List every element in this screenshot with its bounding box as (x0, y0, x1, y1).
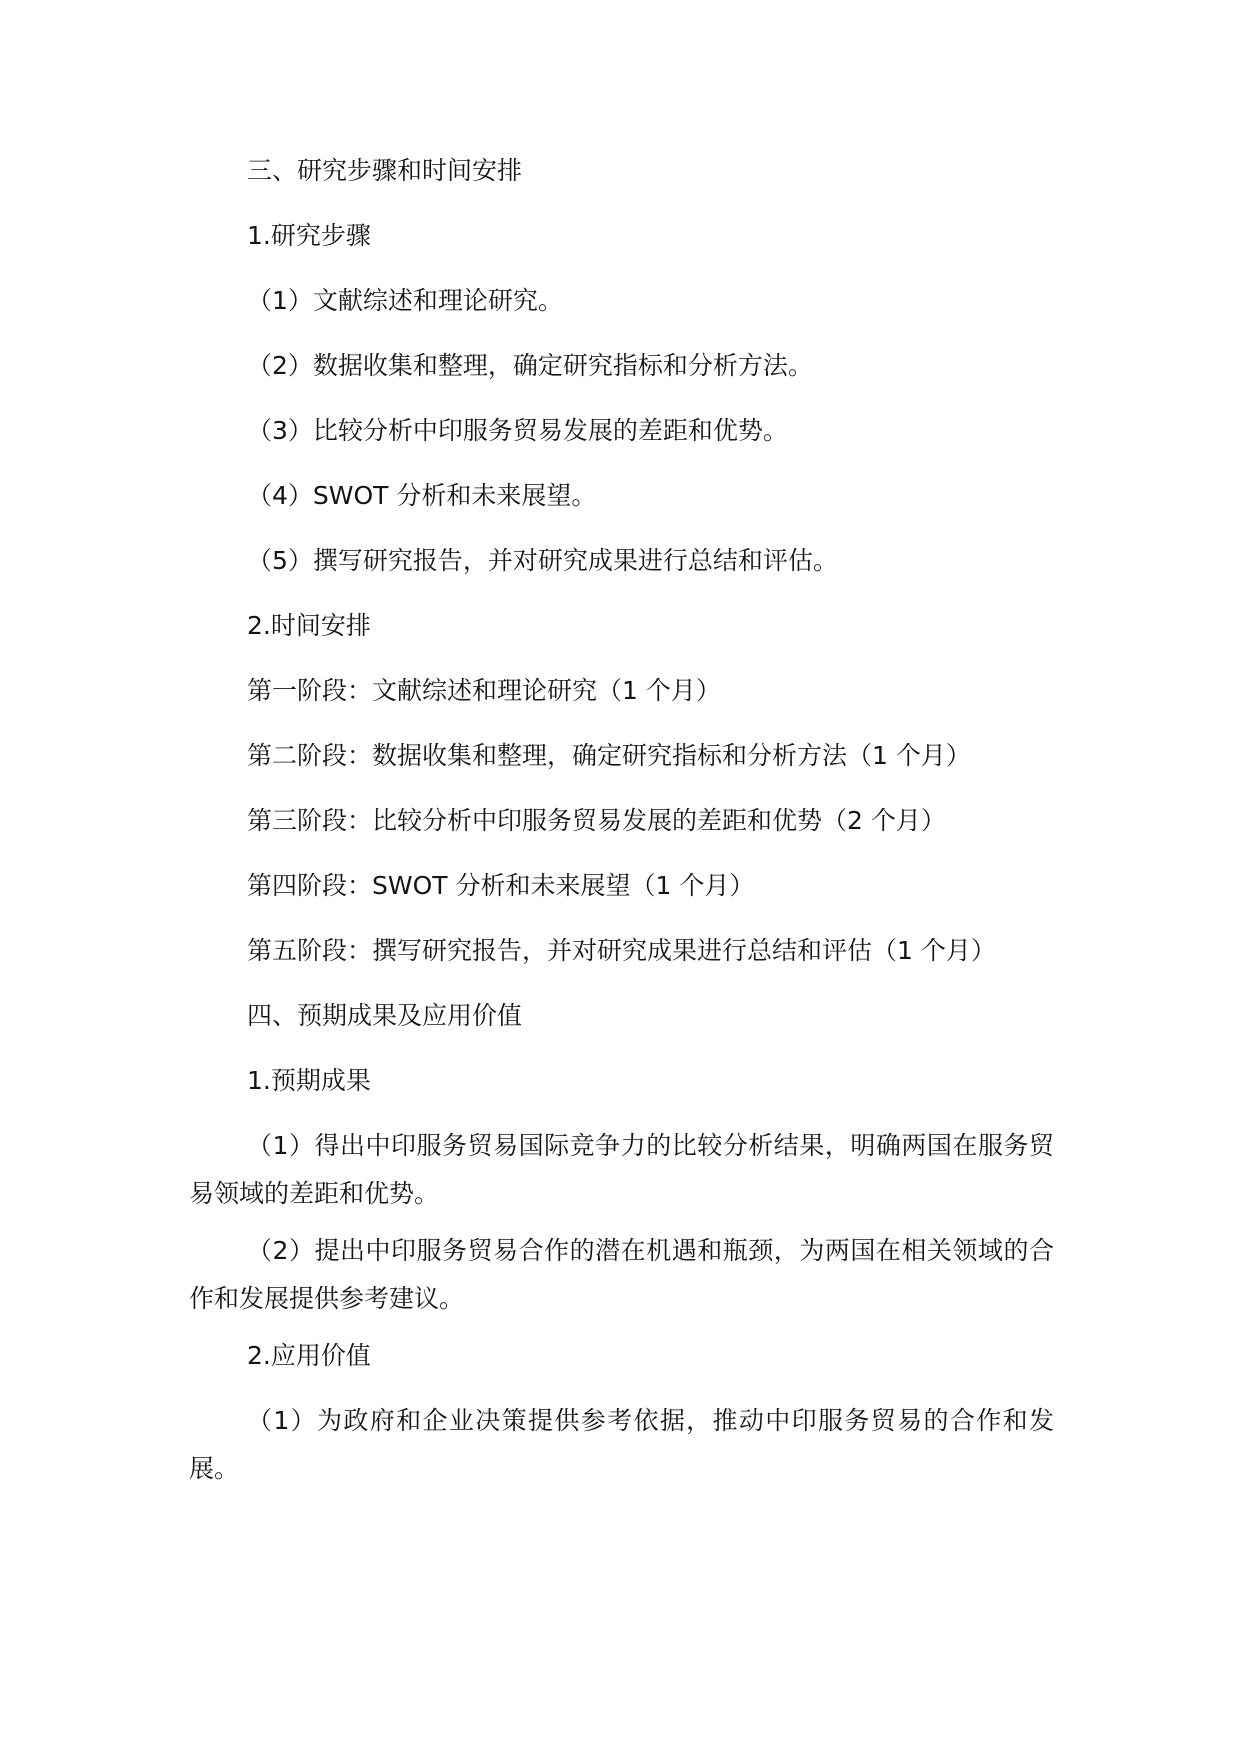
step-item-2: （2）数据收集和整理，确定研究指标和分析方法。 (247, 351, 813, 380)
schedule-phase-1: 第一阶段：文献综述和理论研究（1 个月） (247, 676, 721, 705)
step-item-5: （5）撰写研究报告，并对研究成果进行总结和评估。 (247, 546, 838, 575)
section-heading-4: 四、预期成果及应用价值 (247, 1001, 523, 1030)
subheading-schedule: 2.时间安排 (247, 611, 371, 640)
step-item-4: （4）SWOT 分析和未来展望。 (247, 481, 597, 510)
document-body (189, 155, 1054, 1510)
section-heading-3: 三、研究步骤和时间安排 (247, 156, 523, 185)
step-item-1: （1）文献综述和理论研究。 (247, 286, 563, 315)
subheading-research-steps: 1.研究步骤 (247, 221, 371, 250)
schedule-phase-4: 第四阶段：SWOT 分析和未来展望（1 个月） (247, 871, 755, 900)
subheading-application-value: 2.应用价值 (247, 1341, 371, 1370)
expected-result-1: （1）得出中印服务贸易国际竞争力的比较分析结果，明确两国在服务贸易领域的差距和优势。 (189, 1131, 1054, 1208)
expected-result-2: （2）提出中印服务贸易合作的潜在机遇和瓶颈，为两国在相关领域的合作和发展提供参考建议。 (189, 1236, 1054, 1313)
schedule-phase-2: 第二阶段：数据收集和整理，确定研究指标和分析方法（1 个月） (247, 741, 971, 770)
schedule-phase-3: 第三阶段：比较分析中印服务贸易发展的差距和优势（2 个月） (247, 806, 946, 835)
schedule-phase-5: 第五阶段：撰写研究报告，并对研究成果进行总结和评估（1 个月） (247, 936, 996, 965)
application-value-1: （1）为政府和企业决策提供参考依据，推动中印服务贸易的合作和发展。 (189, 1406, 1054, 1483)
step-item-3: （3）比较分析中印服务贸易发展的差距和优势。 (247, 416, 788, 445)
subheading-expected-results: 1.预期成果 (247, 1066, 371, 1095)
